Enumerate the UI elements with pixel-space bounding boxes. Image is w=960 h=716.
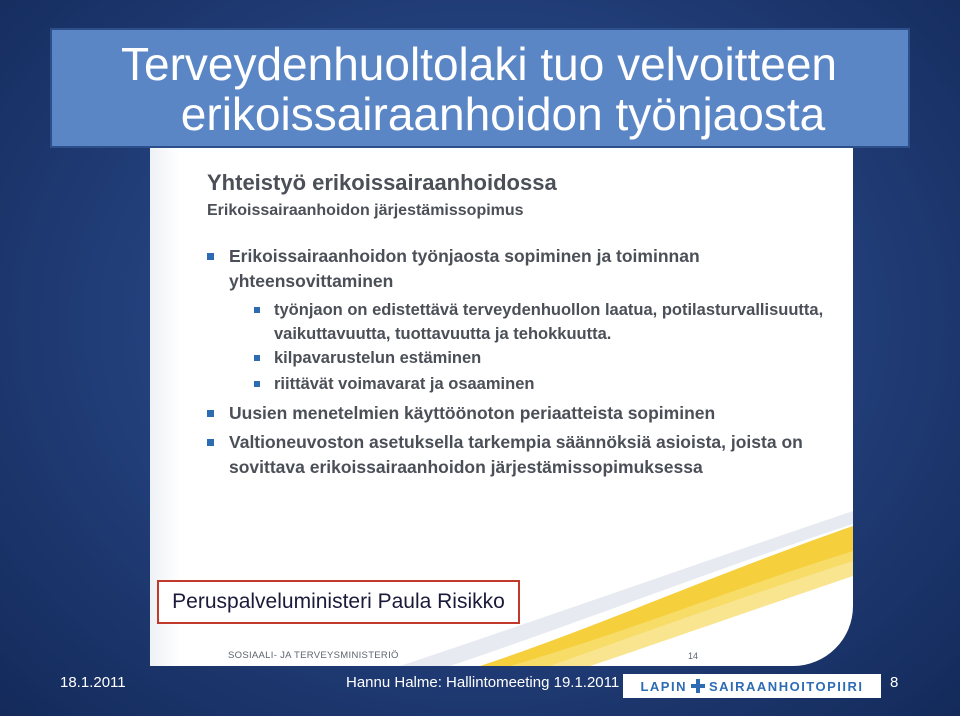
footer-date: 18.1.2011 [60, 674, 126, 691]
caption-box: Peruspalveluministeri Paula Risikko [157, 580, 520, 624]
bullet-level2 [274, 346, 834, 370]
hospital-district-logo [623, 674, 881, 698]
inner-subheading: Erikoissairaanhoidon järjestämissopimus [207, 202, 524, 219]
bullet-level1 [229, 430, 829, 480]
title-box [50, 28, 910, 148]
bullet-text: kilpavarustelun estäminen [274, 349, 482, 367]
ministry-label: SOSIAALI- JA TERVEYSMINISTERIÖ [228, 650, 399, 661]
bullet-marker [207, 410, 214, 417]
bullet-text: Erikoissairaanhoidon työnjaosta sopiminen ja toiminnan yhteensovittaminen [229, 246, 700, 291]
slide-title-line2: erikoissairaanhoidon työnjaosta [180, 88, 826, 140]
bullet-level2 [274, 298, 834, 346]
logo-text-left: LAPIN [640, 678, 687, 694]
inner-page-number: 14 [688, 651, 699, 661]
bullet-marker [254, 307, 260, 313]
bullet-marker [254, 355, 260, 361]
bullet-text: Uusien menetelmien käyttöönoton periaatteista sopiminen [229, 403, 716, 423]
slide-title-line1: Terveydenhuoltolaki tuo velvoitteen [120, 38, 837, 90]
bullet-level1 [229, 401, 829, 426]
bullet-marker [207, 439, 214, 446]
bullet-level2 [274, 372, 834, 396]
cross-icon [691, 679, 705, 693]
bullet-text: työnjaon on edistettävä terveydenhuollon laatua, potilasturvallisuutta, vaikuttavuutta, tuottavuutta ja tehokkuutta. [274, 301, 824, 343]
bullet-text: Valtioneuvoston asetuksella tarkempia säännöksiä asioista, joista on sovittava erikoissairaanhoidon järjestämissopimuksessa [229, 432, 803, 477]
inner-heading: Yhteistyö erikoissairaanhoidossa [207, 170, 557, 195]
bullet-marker [207, 253, 214, 260]
bullet-marker [254, 381, 260, 387]
bullet-level1 [229, 244, 829, 294]
page-number: 8 [890, 674, 899, 691]
bullet-text: riittävät voimavarat ja osaaminen [274, 375, 535, 393]
logo-text-right: SAIRAANHOITOPIIRI [708, 678, 864, 694]
footer-text: Hannu Halme: Hallintomeeting 19.1.2011 [346, 674, 620, 691]
